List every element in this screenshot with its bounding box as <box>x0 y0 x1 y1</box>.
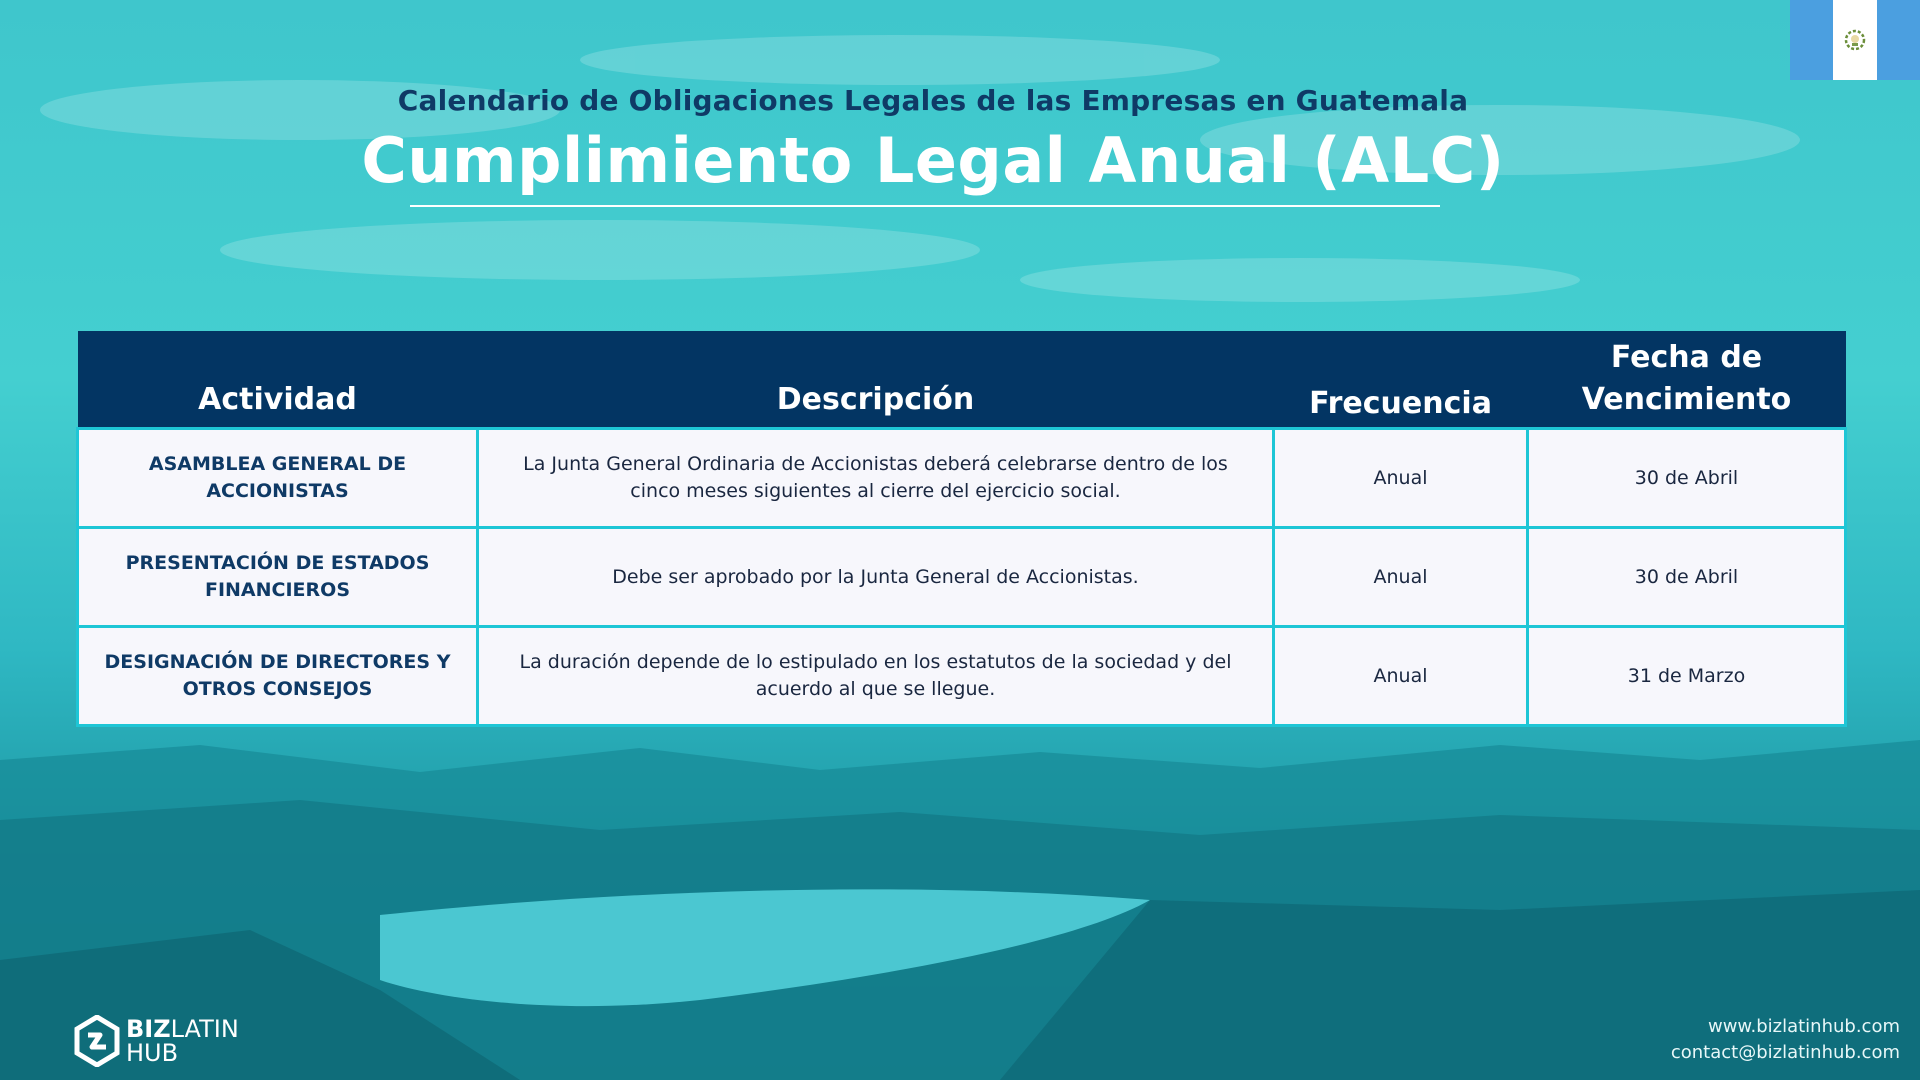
header-descripcion: Descripción <box>478 331 1274 429</box>
cell-fecha: 31 de Marzo <box>1528 627 1846 726</box>
flag-band-left <box>1790 0 1833 80</box>
logo-text-hub: HUB <box>126 1039 179 1067</box>
cell-fecha: 30 de Abril <box>1528 429 1846 528</box>
flag-band-right <box>1877 0 1920 80</box>
cell-frecuencia: Anual <box>1274 528 1528 627</box>
cell-actividad: PRESENTACIÓN DE ESTADOS FINANCIEROS <box>78 528 478 627</box>
footer-contact <box>1671 1014 1900 1066</box>
table-row <box>78 528 1846 627</box>
page-title: Cumplimiento Legal Anual (ALC) <box>361 124 1505 197</box>
email-link[interactable]: contact@bizlatinhub.com <box>1670 1042 1900 1063</box>
website-link[interactable]: www.bizlatinhub.com <box>1707 1016 1900 1037</box>
page-subtitle: Calendario de Obligaciones Legales de las Empresas en Guatemala <box>397 84 1469 117</box>
table-row <box>78 429 1846 528</box>
compliance-table <box>76 331 1847 727</box>
title-block <box>0 80 1866 200</box>
compliance-table-container <box>76 331 1844 727</box>
logo-text-latin: LATIN <box>170 1015 239 1043</box>
header-fecha-vencimiento: Fecha de Vencimiento <box>1528 331 1846 429</box>
header-frecuencia: Frecuencia <box>1274 331 1528 429</box>
cell-descripcion: La duración depende de lo estipulado en los estatutos de la sociedad y del acuerdo al que se llegue. <box>478 627 1274 726</box>
title-underline <box>410 205 1440 207</box>
flag-band-center <box>1833 0 1876 80</box>
cell-actividad: DESIGNACIÓN DE DIRECTORES Y OTROS CONSEJOS <box>78 627 478 726</box>
cell-actividad: ASAMBLEA GENERAL DE ACCIONISTAS <box>78 429 478 528</box>
bizlatin-hub-logo[interactable] <box>74 1013 239 1069</box>
cell-fecha: 30 de Abril <box>1528 528 1846 627</box>
header-actividad: Actividad <box>78 331 478 429</box>
cell-frecuencia: Anual <box>1274 429 1528 528</box>
table-row <box>78 627 1846 726</box>
guatemala-flag-icon <box>1790 0 1920 80</box>
logo-wordmark <box>126 1017 239 1065</box>
cell-frecuencia: Anual <box>1274 627 1528 726</box>
logo-text-biz: BIZ <box>126 1015 171 1043</box>
bizlatin-hub-logo-icon <box>74 1015 120 1067</box>
cell-descripcion: La Junta General Ordinaria de Accionistas deberá celebrarse dentro de los cinco meses siguientes al cierre del ejercicio social. <box>478 429 1274 528</box>
table-header-row <box>78 331 1846 429</box>
cell-descripcion: Debe ser aprobado por la Junta General de Accionistas. <box>478 528 1274 627</box>
coat-of-arms-icon <box>1842 27 1868 53</box>
